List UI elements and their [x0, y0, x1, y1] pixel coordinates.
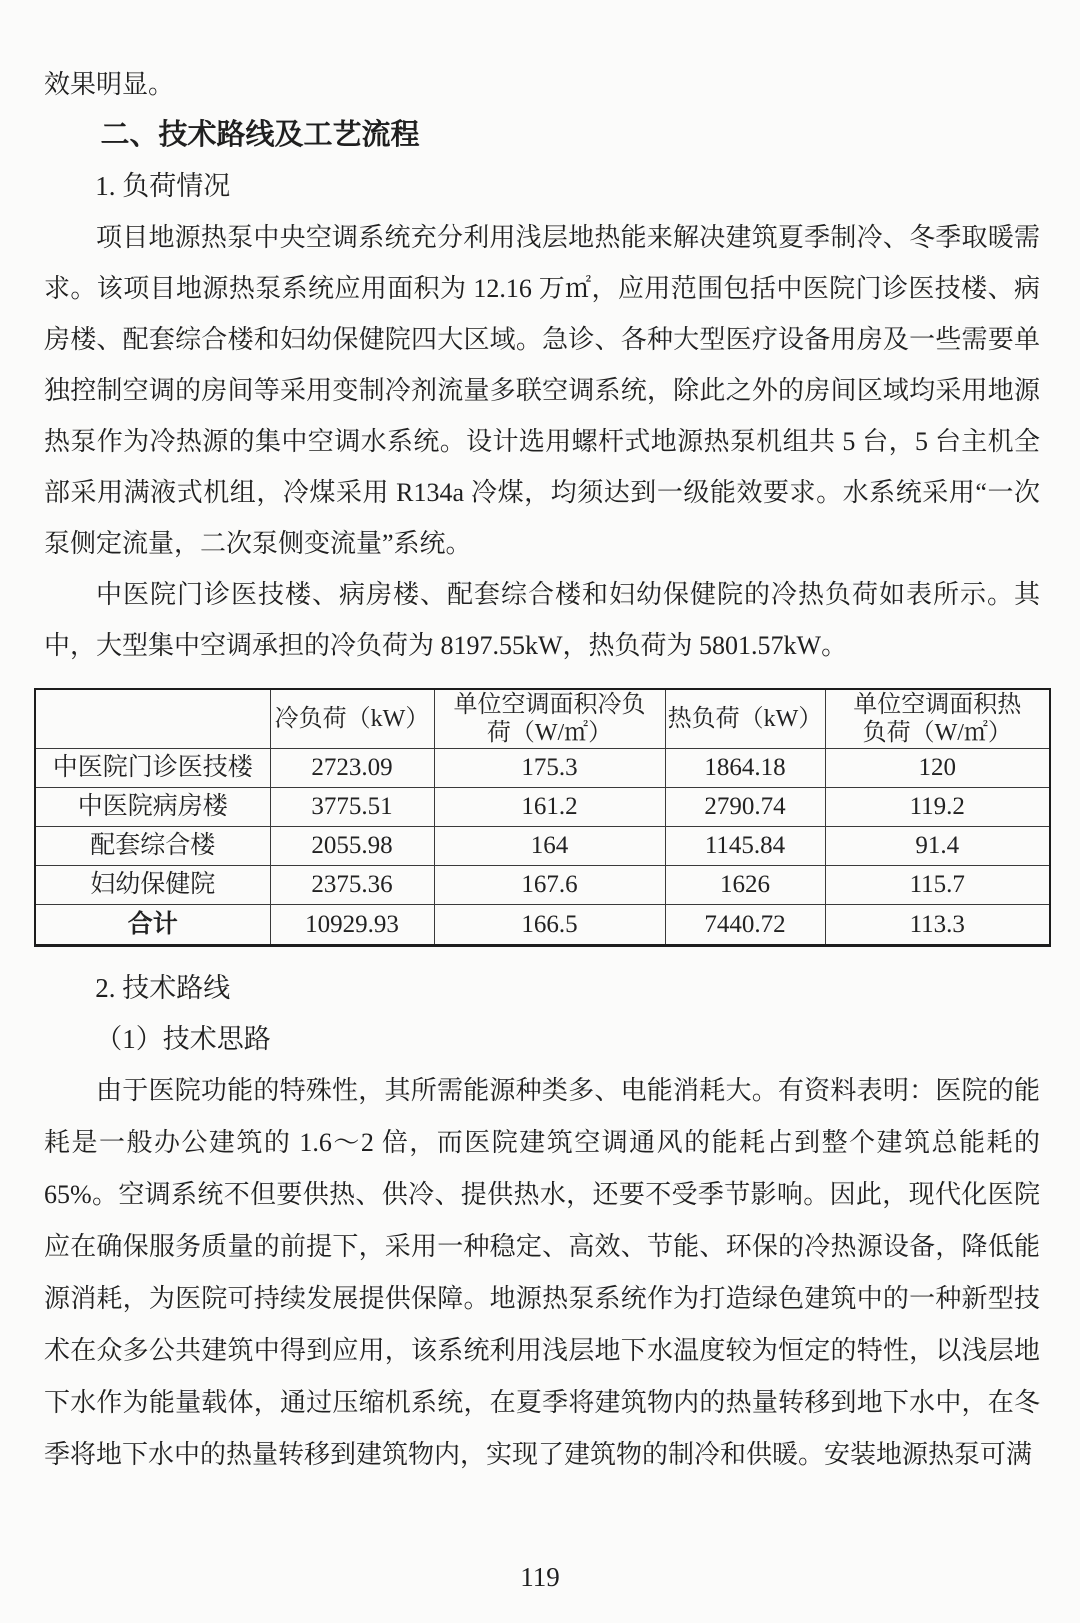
table-cell-unit-heating-load: 119.2	[825, 788, 1050, 827]
table-cell-building: 配套综合楼	[35, 827, 270, 866]
table-cell-heating-load: 7440.72	[665, 905, 825, 946]
table-row	[35, 827, 1050, 866]
paragraph-tech-idea: 由于医院功能的特殊性，其所需能源种类多、电能消耗大。有资料表明：医院的能耗是一般办公建筑的 1.6～2 倍，而医院建筑空调通风的能耗占到整个建筑总能耗的 65%。空调系统不但要供热、供冷、提供热水，还要不受季节影响。因此，现代化医院应在确保服务质量的前提下，采用一种稳定、高效、节能、环保的冷热源设备，降低能源消耗，为医院可持续发展提供保障。地源热泵系统作为打造绿色建筑中的一种新型技术在众多公共建筑中得到应用，该系统利用浅层地下水温度较为恒定的特性，以浅层地下水作为能量载体，通过压缩机系统，在夏季将建筑物内的热量转移到地下水中，在冬季将地下水中的热量转移到建筑物内，实现了建筑物的制冷和供暖。安装地源热泵可满	[44, 1076, 1040, 1469]
table-header-row	[35, 689, 1050, 749]
table-header-cell-heating-load: 热负荷（kW）	[665, 689, 825, 749]
table-cell-cooling-load: 10929.93	[270, 905, 434, 946]
table-header-cell-unit-cooling-load: 单位空调面积冷负荷（W/㎡）	[434, 689, 665, 749]
paragraph-load-intro: 项目地源热泵中央空调系统充分利用浅层地热能来解决建筑夏季制冷、冬季取暖需求。该项目地源热泵系统应用面积为 12.16 万㎡，应用范围包括中医院门诊医技楼、病房楼、配套综合楼和妇幼保健院四大区域。急诊、各种大型医疗设备用房及一些需要单独控制空调的房间等采用变制冷剂流量多联空调系统，除此之外的房间区域均采用地源热泵作为冷热源的集中空调水系统。设计选用螺杆式地源热泵机组共 5 台，5 台主机全部采用满液式机组，冷煤采用 R134a 冷煤，均须达到一级能效要求。水系统采用“一次泵侧定流量，二次泵侧变流量”系统。	[44, 223, 1040, 558]
table-cell-heating-load: 1864.18	[665, 749, 825, 788]
table-cell-unit-heating-load: 115.7	[825, 866, 1050, 905]
table-row	[35, 788, 1050, 827]
table-cell-unit-cooling-load: 164	[434, 827, 665, 866]
table-cell-cooling-load: 2375.36	[270, 866, 434, 905]
table-cell-unit-cooling-load: 161.2	[434, 788, 665, 827]
table-header-cell-blank	[35, 689, 270, 749]
load-data-table	[34, 688, 1051, 947]
table-cell-unit-cooling-load: 166.5	[434, 905, 665, 946]
table-row	[35, 749, 1050, 788]
table-cell-unit-cooling-load: 175.3	[434, 749, 665, 788]
table-cell-building: 中医院病房楼	[35, 788, 270, 827]
table-cell-unit-heating-load: 113.3	[825, 905, 1050, 946]
table-cell-total-label: 合计	[35, 905, 270, 946]
section-heading: 二、技术路线及工艺流程	[100, 119, 420, 151]
table-cell-building: 中医院门诊医技楼	[35, 749, 270, 788]
table-header-cell-cooling-load: 冷负荷（kW）	[270, 689, 434, 749]
table-cell-unit-heating-load: 120	[825, 749, 1050, 788]
table-cell-heating-load: 1626	[665, 866, 825, 905]
subheading-tech-route: 2. 技术路线	[95, 973, 231, 1003]
subheading-tech-idea: （1）技术思路	[95, 1024, 271, 1054]
page-number: 119	[520, 1562, 560, 1592]
paragraph-load-summary: 中医院门诊医技楼、病房楼、配套综合楼和妇幼保健院的冷热负荷如表所示。其中，大型集中空调承担的冷负荷为 8197.55kW，热负荷为 5801.57kW。	[44, 580, 1040, 660]
table-header-cell-unit-heating-load: 单位空调面积热负荷（W/㎡）	[825, 689, 1050, 749]
table-cell-building: 妇幼保健院	[35, 866, 270, 905]
subheading-load-situation: 1. 负荷情况	[95, 171, 231, 201]
table-cell-cooling-load: 2723.09	[270, 749, 434, 788]
table-cell-unit-heating-load: 91.4	[825, 827, 1050, 866]
table-row	[35, 866, 1050, 905]
table-cell-unit-cooling-load: 167.6	[434, 866, 665, 905]
table-cell-cooling-load: 3775.51	[270, 788, 434, 827]
table-total-row	[35, 905, 1050, 946]
leading-paragraph-fragment: 效果明显。	[44, 70, 175, 99]
table-cell-cooling-load: 2055.98	[270, 827, 434, 866]
table-cell-heating-load: 2790.74	[665, 788, 825, 827]
table-cell-heating-load: 1145.84	[665, 827, 825, 866]
